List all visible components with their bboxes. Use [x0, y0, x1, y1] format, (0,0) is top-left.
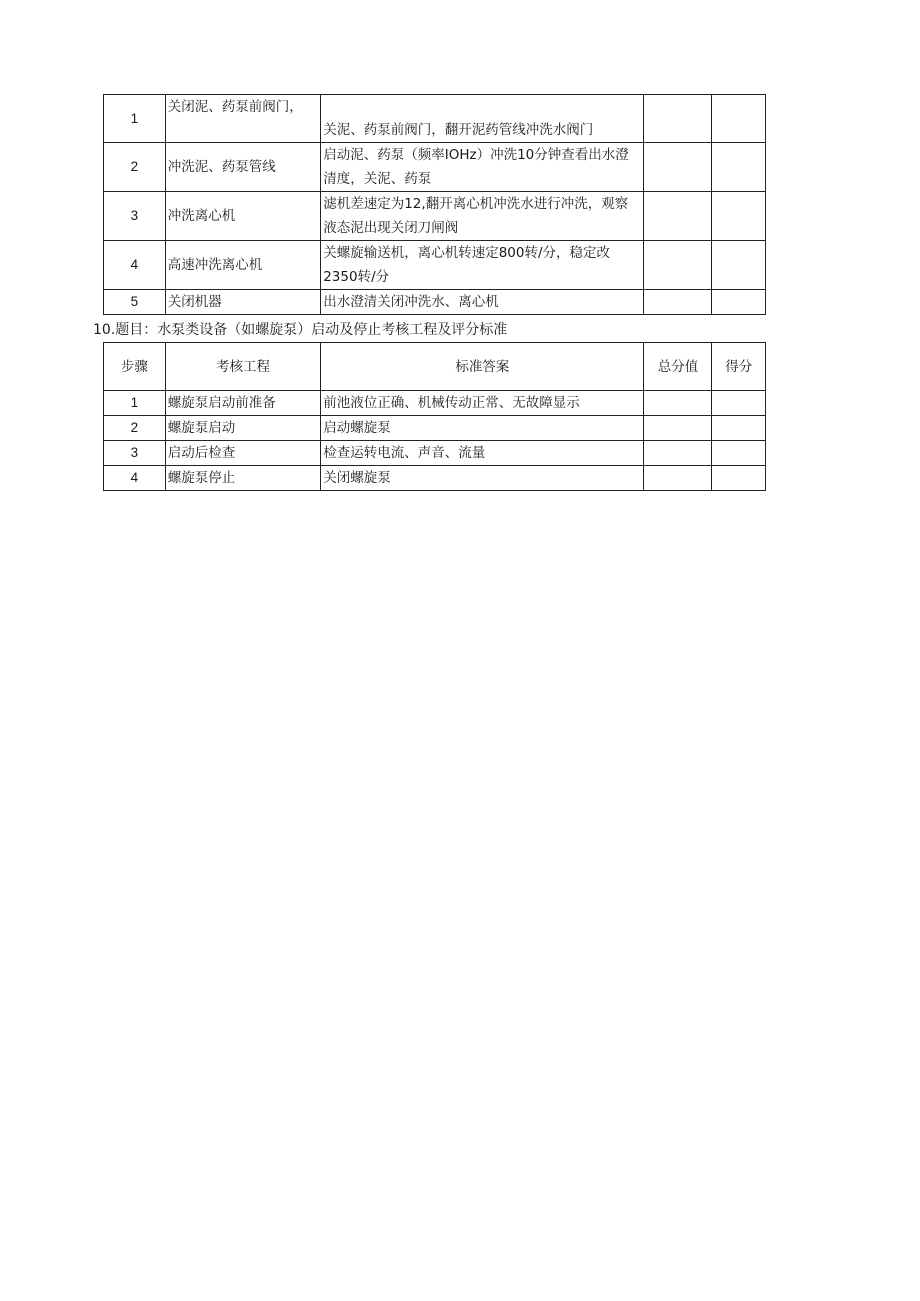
step-number: 2 — [104, 416, 166, 441]
header-total: 总分值 — [644, 343, 712, 391]
score-cell — [712, 143, 766, 192]
header-score: 得分 — [712, 343, 766, 391]
total-score-cell — [644, 391, 712, 416]
assessment-item: 冲洗离心机 — [165, 192, 320, 241]
assessment-item: 高速冲洗离心机 — [165, 241, 320, 290]
header-step: 步骤 — [104, 343, 166, 391]
assessment-item: 螺旋泵停止 — [165, 466, 320, 491]
standard-answer: 关螺旋输送机，离心机转速定800转/分，稳定改2350转/分 — [321, 241, 644, 290]
step-number: 2 — [104, 143, 166, 192]
assessment-item: 关闭机器 — [165, 290, 320, 315]
assessment-item: 启动后检查 — [165, 441, 320, 466]
score-cell — [712, 241, 766, 290]
total-score-cell — [644, 290, 712, 315]
header-answer: 标准答案 — [321, 343, 644, 391]
score-cell — [712, 95, 766, 143]
total-score-cell — [644, 466, 712, 491]
table-row — [104, 95, 766, 143]
scoring-table-pump — [103, 342, 766, 491]
step-number: 4 — [104, 241, 166, 290]
standard-answer: 检查运转电流、声音、流量 — [321, 441, 644, 466]
score-cell — [712, 290, 766, 315]
table-header-row — [104, 343, 766, 391]
score-cell — [712, 391, 766, 416]
step-number: 1 — [104, 95, 166, 143]
table-row — [104, 290, 766, 315]
total-score-cell — [644, 241, 712, 290]
step-number: 3 — [104, 192, 166, 241]
total-score-cell — [644, 95, 712, 143]
assessment-item: 螺旋泵启动前准备 — [165, 391, 320, 416]
step-number: 5 — [104, 290, 166, 315]
table-row — [104, 391, 766, 416]
score-cell — [712, 441, 766, 466]
table-row — [104, 192, 766, 241]
step-number: 3 — [104, 441, 166, 466]
standard-answer: 启动螺旋泵 — [321, 416, 644, 441]
standard-answer: 出水澄清关闭冲洗水、离心机 — [321, 290, 644, 315]
total-score-cell — [644, 192, 712, 241]
standard-answer: 启动泥、药泵（频率IOHz）冲洗10分钟查看出水澄清度，关泥、药泵 — [321, 143, 644, 192]
step-number: 4 — [104, 466, 166, 491]
total-score-cell — [644, 143, 712, 192]
table-row — [104, 466, 766, 491]
table-row — [104, 241, 766, 290]
table-row — [104, 416, 766, 441]
scoring-table-continued — [103, 94, 766, 315]
table-row — [104, 143, 766, 192]
assessment-item: 螺旋泵启动 — [165, 416, 320, 441]
score-cell — [712, 192, 766, 241]
standard-answer: 关泥、药泵前阀门，翻开泥药管线冲洗水阀门 — [321, 95, 644, 143]
total-score-cell — [644, 416, 712, 441]
assessment-item: 冲洗泥、药泵管线 — [165, 143, 320, 192]
total-score-cell — [644, 441, 712, 466]
step-number: 1 — [104, 391, 166, 416]
score-cell — [712, 466, 766, 491]
standard-answer: 滤机差速定为12,翻开离心机冲洗水进行冲洗，观察液态泥出现关闭刀闸阀 — [321, 192, 644, 241]
table-row — [104, 441, 766, 466]
header-item: 考核工程 — [165, 343, 320, 391]
assessment-item: 关闭泥、药泵前阀门， — [165, 95, 320, 143]
standard-answer: 前池液位正确、机械传动正常、无故障显示 — [321, 391, 644, 416]
question-title: 10.题目：水泵类设备（如螺旋泵）启动及停止考核工程及评分标准 — [93, 322, 508, 338]
standard-answer: 关闭螺旋泵 — [321, 466, 644, 491]
score-cell — [712, 416, 766, 441]
